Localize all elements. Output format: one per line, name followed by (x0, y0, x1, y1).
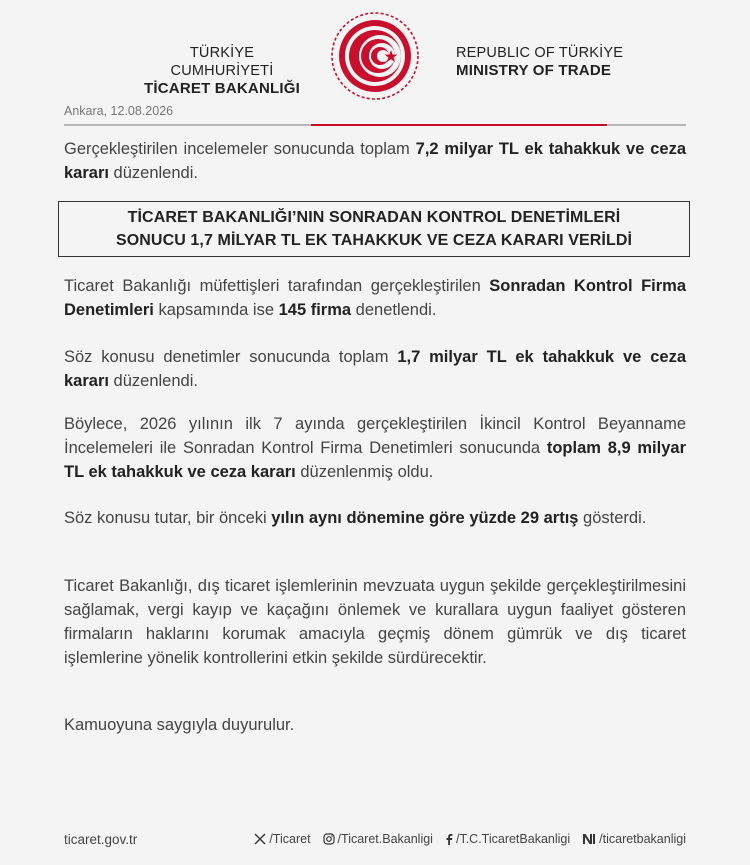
text-run: düzenlenmiş oldu. (295, 463, 434, 481)
social-links (254, 832, 686, 846)
text-run: denetlendi. (351, 301, 437, 319)
paragraph-increase (64, 506, 686, 530)
x-link[interactable] (254, 832, 310, 846)
nsosyal-handle: /ticaretbakanligi (599, 832, 686, 846)
website-link[interactable]: ticaret.gov.tr (64, 832, 138, 847)
nsosyal-link[interactable] (582, 832, 686, 846)
intro-paragraph (64, 137, 686, 185)
paragraph-total (64, 412, 686, 484)
paragraph-commitment: Ticaret Bakanlığı, dış ticaret işlemlerinin mevzuata uygun şekilde gerçekleştirilmesini sağlamak, vergi kayıp ve kaçağını önlemek ve kurallara uygun faaliyet gösteren firmaların haklarını korumak amacıyla geçmiş dönem gümrük ve dış ticaret işlemlerine yönelik kontrollerini etkin şekilde sürdürecektir. (64, 577, 686, 667)
highlight-text: 1,7 milyar TL ek tahakkuk ve ceza kararı (64, 348, 686, 390)
highlight-text: Sonradan Kontrol Firma Denetimleri (64, 277, 686, 319)
ministry-seal-icon (329, 10, 421, 102)
text-run: Böylece, 2026 yılının ilk 7 ayında gerçekleştirilen İkincil Kontrol Beyanname İncelemeleri ile Sonradan Kontrol Firma Denetimleri sonucunda (64, 415, 686, 457)
instagram-link[interactable] (323, 832, 433, 846)
text-run: düzenlendi. (108, 372, 198, 390)
facebook-icon (445, 833, 453, 845)
country-name-tr: TÜRKİYE CUMHURİYETİ (170, 45, 274, 79)
paragraph-result (64, 345, 686, 393)
text-run: Söz konusu tutar, bir önceki (64, 509, 272, 527)
paragraph-inspections (64, 274, 686, 322)
highlight-text: yılın aynı dönemine göre yüzde 29 artış (271, 509, 579, 527)
press-title-line2: SONUCU 1,7 MİLYAR TL EK TAHAKKUK VE CEZA KARARI VERİLDİ (115, 232, 633, 249)
nsosyal-icon (582, 833, 596, 845)
text-run: kapsamında ise (153, 301, 279, 319)
letterhead-left (137, 44, 307, 98)
letterhead (0, 0, 750, 100)
press-title-line1: TİCARET BAKANLIĞI’NIN SONRADAN KONTROL DENETİMLERİ (127, 209, 621, 226)
text-run: Ticaret Bakanlığı müfettişleri tarafından gerçekleştirilen (64, 277, 490, 295)
press-title (58, 201, 690, 257)
facebook-handle: /T.C.TicaretBakanligi (455, 832, 571, 846)
footer (64, 832, 686, 852)
country-name-en: REPUBLIC OF TÜRKİYE (456, 45, 624, 61)
press-date: Ankara, 12.08.2026 (64, 104, 174, 118)
paragraph-closing: Kamuoyuna saygıyla duyurulur. (64, 716, 295, 734)
instagram-handle: /Ticaret.Bakanligi (337, 832, 433, 846)
x-handle: /Ticaret (269, 832, 311, 846)
text-run: gösterdi. (578, 509, 647, 527)
header-divider (64, 124, 686, 126)
x-icon (254, 833, 266, 845)
ministry-name-en: MINISTRY OF TRADE (456, 62, 612, 79)
highlight-text: toplam 8,9 milyar TL ek tahakkuk ve ceza kararı (64, 439, 686, 481)
facebook-link[interactable] (445, 832, 570, 846)
ministry-name-tr: TİCARET BAKANLIĞI (144, 80, 300, 97)
instagram-icon (323, 833, 335, 845)
text-run: Söz konusu denetimler sonucunda toplam (64, 348, 398, 366)
highlight-text: 7,2 milyar TL ek tahakkuk ve ceza kararı (64, 140, 687, 182)
text-run: düzenlendi. (108, 164, 198, 182)
header-divider-accent (311, 124, 607, 126)
letterhead-right (456, 44, 626, 80)
highlight-text: 145 firma (278, 301, 352, 319)
text-run: Gerçekleştirilen incelemeler sonucunda toplam (64, 140, 416, 158)
